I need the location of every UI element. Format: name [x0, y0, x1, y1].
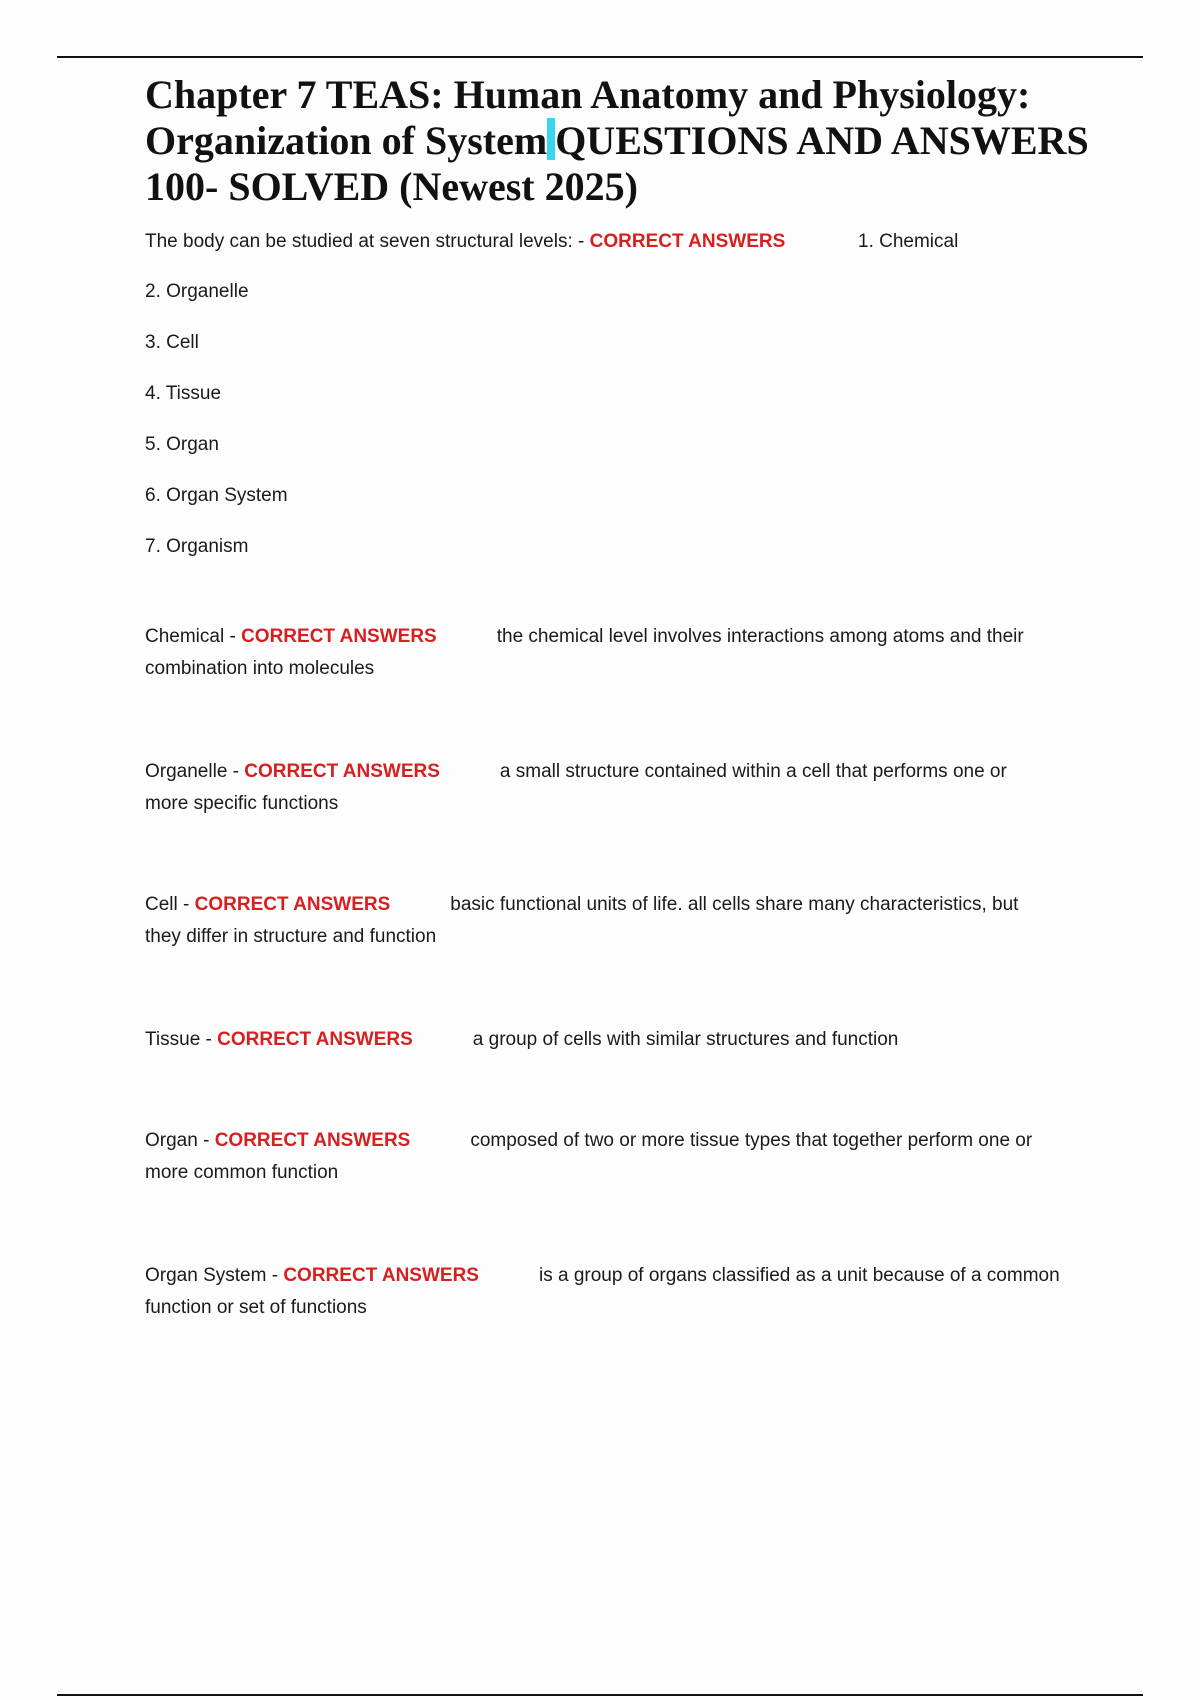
top-rule [57, 56, 1143, 58]
qa-item-cell [145, 889, 1105, 953]
intro-question [145, 230, 1105, 254]
qa-answer-cont: combination into molecules [145, 658, 375, 679]
qa-term: Organ - [145, 1130, 215, 1151]
answer-label: CORRECT ANSWERS [589, 231, 786, 252]
answer-label: CORRECT ANSWERS [244, 761, 440, 782]
qa-term: Organ System - [145, 1265, 284, 1286]
answer-label: CORRECT ANSWERS [217, 1029, 413, 1050]
qa-answer-cont: function or set of functions [145, 1297, 367, 1318]
text-cursor [547, 118, 555, 160]
document-body [145, 72, 1105, 1324]
title-part2: QUESTIONS AND ANSWERS 100- SOLVED (Newest 2025) [145, 118, 1089, 209]
level-item: 6. Organ System [145, 485, 288, 506]
qa-item-organ-system [145, 1260, 1105, 1324]
level-item: 5. Organ [145, 434, 219, 455]
qa-answer-cont: more common function [145, 1162, 339, 1183]
document-title [145, 72, 1105, 210]
bottom-rule [57, 1694, 1143, 1696]
qa-answer-cont: more specific functions [145, 793, 339, 814]
qa-answer: is a group of organs classified as a unit because of a common [538, 1265, 1060, 1286]
qa-term: Organelle - [145, 761, 245, 782]
level-item: 4. Tissue [145, 383, 222, 404]
level-item: 7. Organism [145, 536, 249, 557]
intro-first-item: 1. Chemical [858, 231, 959, 252]
level-item: 2. Organelle [145, 281, 249, 302]
qa-answer: a group of cells with similar structures and function [472, 1029, 899, 1050]
qa-answer: the chemical level involves interactions among atoms and their [496, 626, 1024, 647]
qa-answer: composed of two or more tissue types that together perform one or [470, 1130, 1033, 1151]
answer-label: CORRECT ANSWERS [214, 1130, 411, 1151]
qa-item-organelle [145, 756, 1105, 820]
answer-label: CORRECT ANSWERS [194, 894, 391, 915]
title-part1: Chapter 7 TEAS: Human Anatomy and Physiology: Organization of System [145, 72, 1031, 163]
qa-item-chemical [145, 621, 1105, 685]
qa-term: Cell - [145, 894, 195, 915]
qa-answer: a small structure contained within a cell that performs one or [499, 761, 1007, 782]
qa-item-tissue [145, 1024, 1105, 1056]
qa-answer-cont: they differ in structure and function [145, 926, 437, 947]
answer-label: CORRECT ANSWERS [241, 626, 437, 647]
intro-question-text: The body can be studied at seven structural levels: - [145, 231, 590, 252]
qa-term: Chemical - [145, 626, 242, 647]
answer-label: CORRECT ANSWERS [283, 1265, 479, 1286]
qa-term: Tissue - [145, 1029, 218, 1050]
qa-answer: basic functional units of life. all cells share many characteristics, but [450, 894, 1019, 915]
level-item: 3. Cell [145, 332, 199, 353]
qa-item-organ [145, 1125, 1105, 1189]
